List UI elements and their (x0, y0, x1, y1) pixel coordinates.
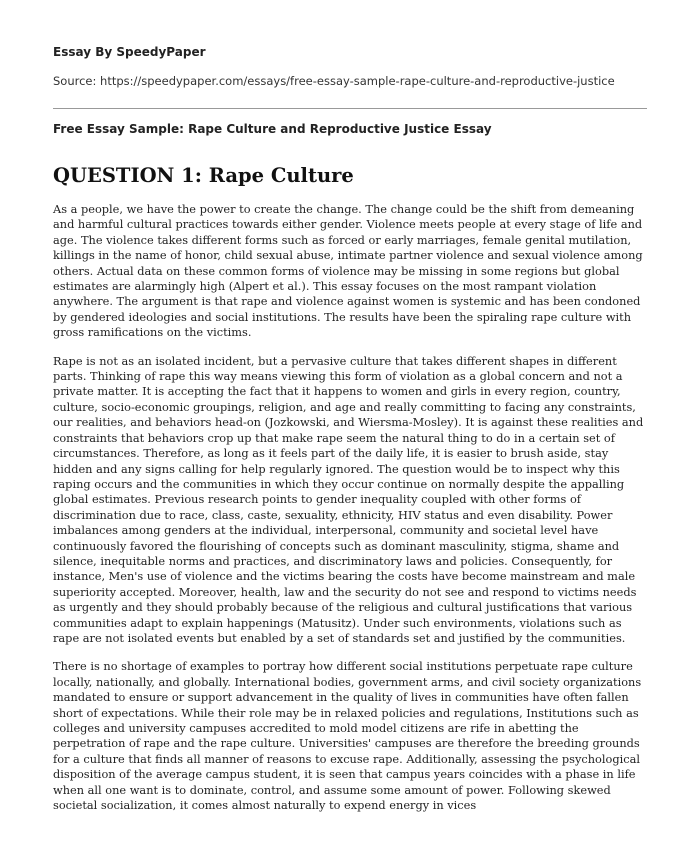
divider (53, 108, 647, 109)
essay-title: Free Essay Sample: Rape Culture and Reproductive Justice Essay (53, 122, 492, 136)
source-line: Source: https://speedypaper.com/essays/free-essay-sample-rape-culture-and-reproductive-justice (53, 74, 615, 88)
essay-body (53, 202, 647, 813)
paragraph: As a people, we have the power to create the change. The change could be the shift from demeaning and harmful cultural practices towards either gender. Violence meets people at every stage of life and age. The violence takes different forms such as forced or early marriages, female genital mutilation, killings in the name of honor, child sexual abuse, intimate partner violence and sexual violence among others. Actual data on these common forms of violence may be missing in some regions but global estimates are alarmingly high (Alpert et al.). This essay focuses on the most rampant violation anywhere. The argument is that rape and violence against women is systemic and has been condoned by gendered ideologies and social institutions. The results have been the spiraling rape culture with gross ramifications on the victims. (53, 202, 643, 340)
paragraph: Rape is not as an isolated incident, but a pervasive culture that takes different shapes in different parts. Thinking of rape this way means viewing this form of violation as a global concern and not a private matter. It is accepting the fact that it happens to women and girls in every region, country, culture, socio-economic groupings, religion, and age and really committing to facing any constraints, our realities, and behaviors head-on (Jozkowski, and Wiersma-Mosley). It is against these realities and constraints that behaviors crop up that make rape seem the natural thing to do in a certain set of circumstances. Therefore, as long as it feels part of the daily life, it is easier to brush aside, stay hidden and any signs calling for help regularly ignored. The question would be to inspect why this raping occurs and the communities in which they occur continue on normally despite the appalling global estimates. Previous research points to gender inequality coupled with other forms of discrimination due to race, class, caste, sexuality, ethnicity, HIV status and even disability. Power imbalances among genders at the individual, interpersonal, community and societal level have continuously favored the flourishing of concepts such as dominant masculinity, stigma, shame and silence, inequitable norms and practices, and discriminatory laws and policies. Consequently, for instance, Men's use of violence and the victims bearing the costs have become mainstream and male superiority accepted. Moreover, health, law and the security do not see and respond to victims needs as urgently and they should probably because of the religious and cultural justifications that various communities adapt to explain happenings (Matusitz). Under such environments, violations such as rape are not isolated events but enabled by a set of standards set and justified by the communities. (53, 353, 644, 645)
brand-line: Essay By SpeedyPaper (53, 45, 206, 59)
paragraph: There is no shortage of examples to portray how different social institutions perpetuate rape culture locally, nationally, and globally. International bodies, government arms, and civil society organizations mandated to ensure or support advancement in the quality of lives in communities have often fallen short of expectations. While their role may be in relaxed policies and regulations, Institutions such as colleges and university campuses accredited to mold model citizens are rife in abetting the perpetration of rape and the rape culture. Universities' campuses are therefore the breeding grounds for a culture that finds all manner of reasons to excuse rape. Additionally, assessing the psychological disposition of the average campus student, it is seen that campus years coincides with a phase in life when all one want is to dominate, control, and assume some amount of power. Following skewed societal socialization, it comes almost naturally to expend energy in vices (53, 659, 642, 813)
section-heading: QUESTION 1: Rape Culture (53, 164, 354, 187)
